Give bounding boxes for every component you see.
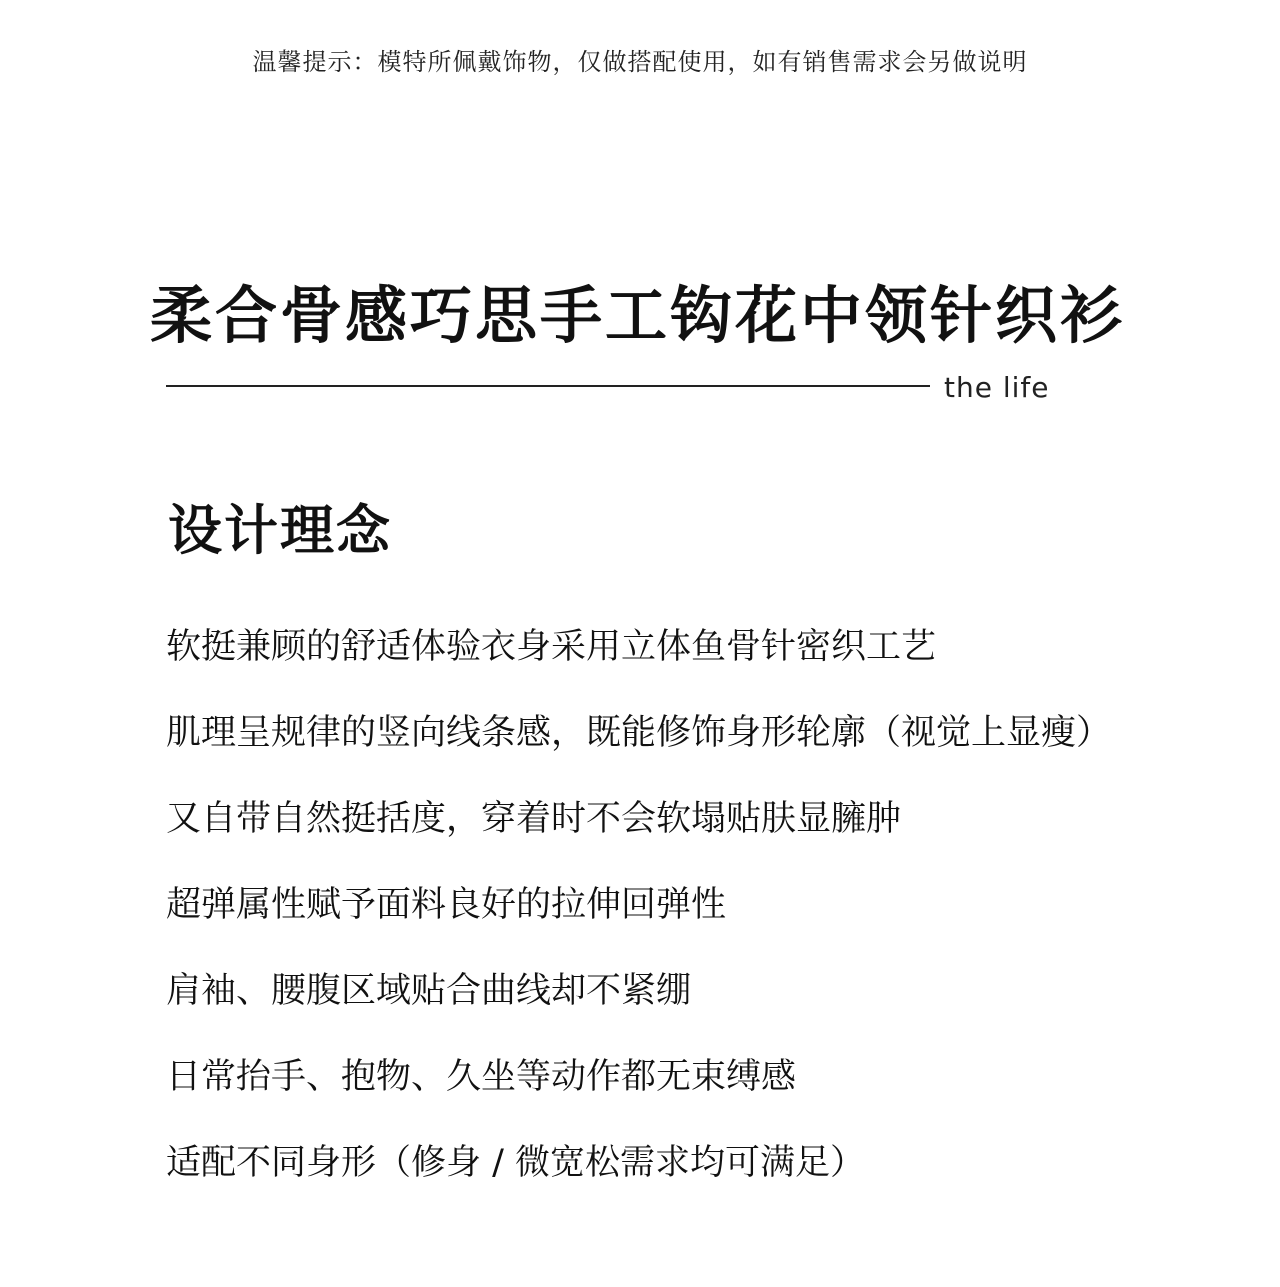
tagline: the life xyxy=(944,371,1050,404)
feature-line: 肌理呈规律的竖向线条感，既能修饰身形轮廓（视觉上显瘦） xyxy=(166,713,1112,753)
section-title: 设计理念 xyxy=(168,499,392,562)
title-divider xyxy=(166,385,930,387)
feature-line: 肩袖、腰腹区域贴合曲线却不紧绷 xyxy=(166,971,692,1011)
notice-text: 温馨提示：模特所佩戴饰物，仅做搭配使用，如有销售需求会另做说明 xyxy=(252,48,1028,76)
feature-line: 又自带自然挺括度，穿着时不会软塌贴肤显臃肿 xyxy=(166,799,902,839)
feature-line: 超弹属性赋予面料良好的拉伸回弹性 xyxy=(166,885,727,925)
product-title: 柔合骨感巧思手工钩花中领针织衫 xyxy=(150,279,1126,352)
feature-line: 软挺兼顾的舒适体验衣身采用立体鱼骨针密织工艺 xyxy=(166,627,937,667)
feature-list xyxy=(166,620,1266,1222)
feature-line: 日常抬手、抱物、久坐等动作都无束缚感 xyxy=(166,1057,797,1097)
feature-line: 适配不同身形（修身 / 微宽松需求均可满足） xyxy=(166,1143,866,1183)
